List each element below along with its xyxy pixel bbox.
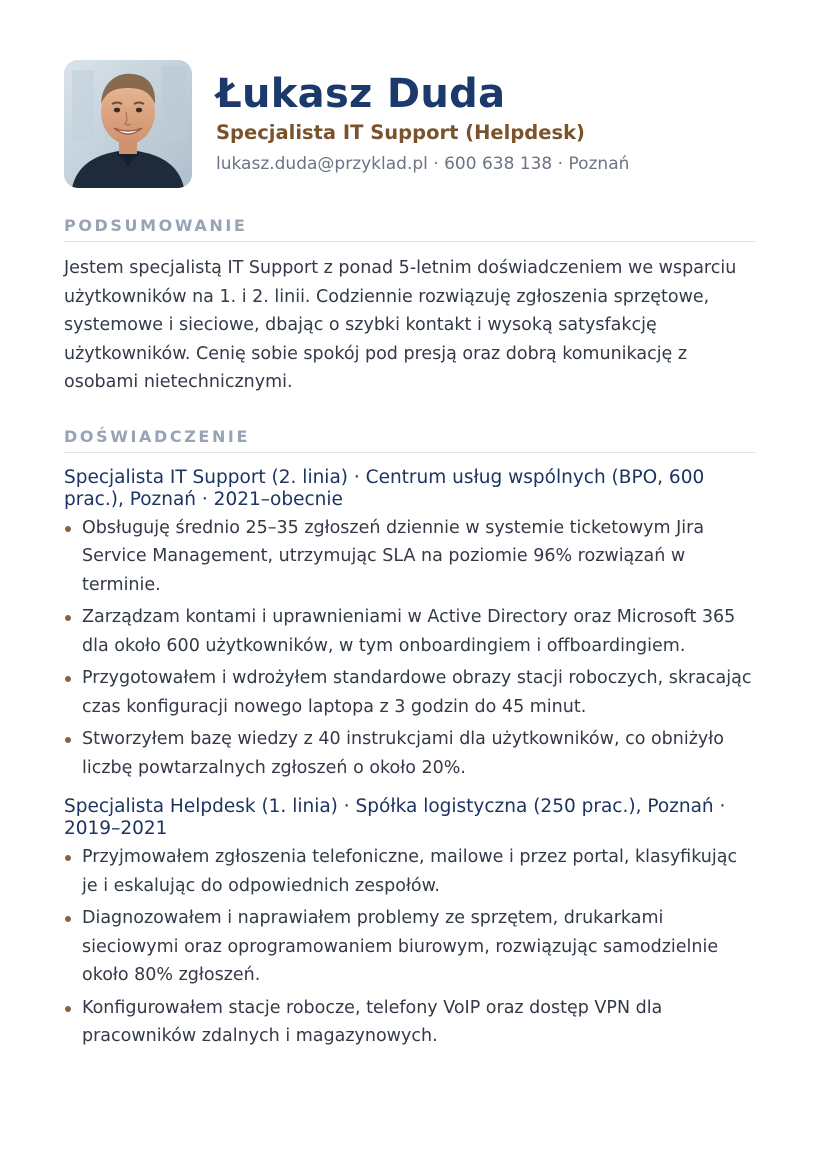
- summary-heading: PODSUMOWANIE: [64, 216, 756, 242]
- header-text: [216, 60, 629, 176]
- candidate-name: Łukasz Duda: [216, 71, 506, 117]
- job-entry: [64, 467, 756, 783]
- experience-heading: DOŚWIADCZENIE: [64, 427, 756, 453]
- experience-section: [64, 427, 756, 1051]
- profile-photo-illustration: [64, 60, 192, 188]
- candidate-role: Specjalista IT Support (Helpdesk): [216, 121, 585, 144]
- bullet-item: Przyjmowałem zgłoszenia telefoniczne, mailowe i przez portal, klasyfikując je i eskalując do odpowiednich zespołów.: [64, 843, 756, 900]
- bullet-item: Przygotowałem i wdrożyłem standardowe obrazy stacji roboczych, skracając czas konfiguracji nowego laptopa z 3 godzin do 45 minut.: [64, 664, 756, 721]
- contact-line: lukasz.duda@przyklad.pl · 600 638 138 · Poznań: [216, 154, 630, 174]
- bullet-item: Konfigurowałem stacje robocze, telefony VoIP oraz dostęp VPN dla pracowników zdalnych i magazynowych.: [64, 994, 756, 1051]
- job-bullets: [64, 514, 756, 783]
- profile-photo: [64, 60, 192, 188]
- job-heading: Specjalista Helpdesk (1. linia) · Spółka logistyczna (250 prac.), Poznań · 2019–2021: [64, 796, 726, 839]
- bullet-item: Obsługuję średnio 25–35 zgłoszeń dziennie w systemie ticketowym Jira Service Management, utrzymując SLA na poziomie 96% rozwiązań w terminie.: [64, 514, 756, 600]
- summary-text: Jestem specjalistą IT Support z ponad 5-letnim doświadczeniem we wsparciu użytkowników na 1. i 2. linii. Codziennie rozwiązuję zgłoszenia sprzętowe, systemowe i sieciowe, dbając o szybki kontakt i wysoką satysfakcję użytkowników. Cenię sobie spokój pod presją oraz dobrą komunikację z osobami nietechnicznymi.: [64, 258, 737, 392]
- job-bullets: [64, 843, 756, 1051]
- resume-header: [64, 60, 756, 188]
- bullet-item: Zarządzam kontami i uprawnieniami w Active Directory oraz Microsoft 365 dla około 600 użytkowników, w tym onboardingiem i offboardingiem.: [64, 603, 756, 660]
- job-entry: [64, 796, 756, 1051]
- resume-page: [64, 60, 756, 1055]
- job-heading: Specjalista IT Support (2. linia) · Centrum usług wspólnych (BPO, 600 prac.), Poznań · 2021–obecnie: [64, 466, 705, 510]
- summary-section: [64, 216, 756, 397]
- bullet-item: Stworzyłem bazę wiedzy z 40 instrukcjami dla użytkowników, co obniżyło liczbę powtarzalnych zgłoszeń o około 20%.: [64, 725, 756, 782]
- bullet-item: Diagnozowałem i naprawiałem problemy ze sprzętem, drukarkami sieciowymi oraz oprogramowaniem biurowym, rozwiązując samodzielnie około 80% zgłoszeń.: [64, 904, 756, 990]
